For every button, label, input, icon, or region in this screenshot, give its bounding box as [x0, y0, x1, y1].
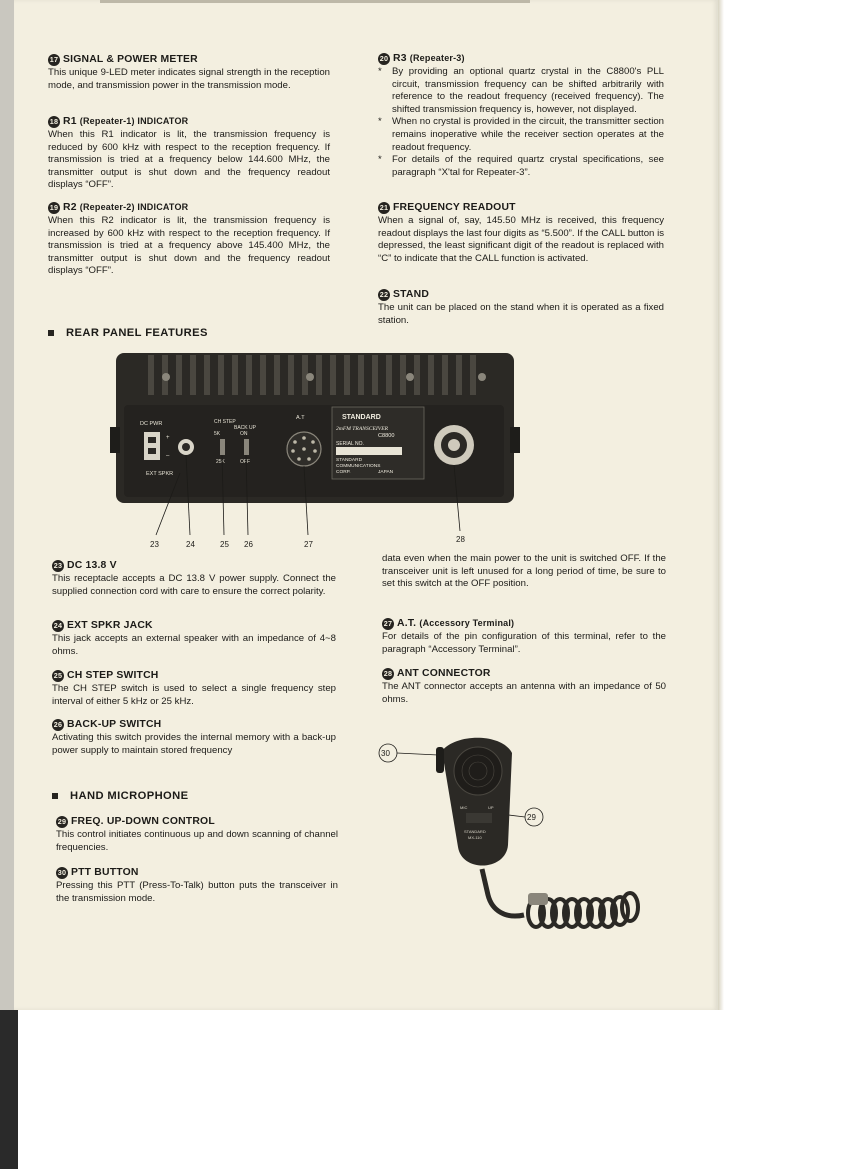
section-r1-indicator	[48, 115, 330, 192]
section-ch-step-switch	[52, 669, 336, 708]
section-title: DC 13.8 V	[67, 560, 117, 571]
section-heading	[52, 619, 336, 632]
section-heading	[378, 288, 664, 301]
step-25k-label: 25K	[216, 459, 225, 465]
maker-label-2: COMMUNICATIONS	[336, 464, 381, 469]
section-signal-power-meter	[48, 53, 330, 92]
ptt-button-shape	[436, 747, 444, 773]
section-body: The CH STEP switch is used to select a single frequency step interval of either 5 kHz or 25 kHz.	[52, 683, 336, 707]
section-body: When this R1 indicator is lit, the transmission frequency is reduced by 600 kHz with respect to the reception frequency. If transmission is tried at a frequency below 144.600 MHz, the transmitter output is shut down and the frequency readout displays “OFF”.	[48, 129, 330, 191]
section-subtitle: (Accessory Terminal)	[419, 618, 515, 628]
item-number: 25	[53, 670, 63, 680]
section-heading	[382, 667, 666, 680]
callout-24: 24	[186, 540, 195, 549]
section-heading	[52, 718, 336, 731]
polarity-minus: –	[166, 453, 170, 459]
callout-27: 27	[304, 540, 313, 549]
maker-label-3: CORP.	[336, 470, 351, 475]
callout-23: 23	[150, 540, 159, 549]
section-subtitle: (Repeater-3)	[409, 53, 465, 63]
item-number: 24	[53, 620, 63, 630]
item-number: 26	[53, 719, 63, 729]
model-line-label: 2mFM TRANSCEIVER	[336, 426, 389, 432]
step-5k-label: 5K	[214, 431, 221, 437]
serial-label: SERIAL NO.	[336, 441, 364, 447]
maker-label-1: STANDARD	[336, 458, 363, 463]
section-body: Pressing this PTT (Press-To-Talk) button puts the transceiver in the transmission mode.	[56, 880, 338, 904]
hand-microphone-heading	[52, 790, 189, 802]
mic-plug	[528, 893, 548, 905]
section-freq-up-down	[56, 815, 338, 854]
section-title: SIGNAL & POWER METER	[63, 54, 198, 65]
section-subtitle: (Repeater-2) INDICATOR	[79, 202, 189, 212]
brand-label: STANDARD	[342, 414, 381, 421]
section-heading	[48, 115, 330, 128]
mic-label-3: STANDARD	[464, 829, 486, 834]
ext-spkr-label: EXT SPKR	[146, 471, 174, 477]
bullet-item: * By providing an optional quartz crystal in the C8800's PLL circuit, transmission frequency can be shifted arbitrarily with reference to the readout frequency (received frequency). The shifted transmission frequency is, however, not displayed.	[378, 66, 664, 116]
callout-25: 25	[220, 540, 229, 549]
section-ptt-button	[56, 866, 338, 905]
section-heading	[52, 669, 336, 682]
top-rule	[100, 0, 530, 3]
heading-text: REAR PANEL FEATURES	[66, 327, 208, 339]
section-title: FREQUENCY READOUT	[393, 202, 516, 213]
item-number: 28	[383, 668, 393, 678]
section-body: This receptacle accepts a DC 13.8 V power supply. Connect the supplied connection cord with care to ensure the correct polarity.	[52, 573, 336, 597]
bullet-list	[378, 66, 664, 179]
item-number: 29	[57, 816, 67, 826]
section-title: EXT SPKR JACK	[67, 620, 153, 631]
section-stand	[378, 288, 664, 327]
hand-microphone-figure	[376, 735, 656, 935]
section-title: PTT BUTTON	[71, 867, 139, 878]
heading-text: HAND MICROPHONE	[70, 790, 189, 802]
section-r2-indicator	[48, 201, 330, 278]
item-number: 30	[57, 867, 67, 877]
section-body: This jack accepts an external speaker with an impedance of 4~8 ohms.	[52, 633, 336, 657]
section-body: data even when the main power to the unit is switched OFF. If the transceiver unit is left unused for a long period of time, be sure to set this switch at the OFF position.	[382, 553, 666, 590]
section-dc-13-8v	[52, 559, 336, 598]
back-up-on-label: ON	[240, 431, 248, 437]
section-title: STAND	[393, 289, 430, 300]
microphone-grille	[454, 747, 502, 795]
rear-panel-heading	[48, 327, 208, 339]
section-title: R2	[63, 202, 77, 213]
section-heading	[378, 52, 664, 65]
item-number: 20	[379, 53, 389, 63]
section-r3-repeater	[378, 52, 664, 179]
section-accessory-terminal	[382, 617, 666, 656]
dc-pwr-label: DC PWR	[140, 421, 163, 427]
section-heading	[382, 617, 666, 630]
up-down-control	[466, 813, 492, 823]
section-heading	[56, 815, 338, 828]
section-title: R3	[393, 53, 407, 64]
heading-bullet	[52, 793, 58, 799]
section-body: Activating this switch provides the internal memory with a back-up power supply to maintain stored frequency	[52, 732, 336, 756]
section-title: ANT CONNECTOR	[397, 668, 491, 679]
callout-30: 30	[381, 749, 390, 758]
model-label: C8800	[378, 433, 395, 439]
binding-strip	[0, 0, 14, 1169]
maker-label-4: JAPAN	[378, 470, 394, 475]
item-number: 27	[383, 618, 393, 628]
section-title: CH STEP SWITCH	[67, 670, 159, 681]
callout-28: 28	[456, 535, 465, 544]
section-body: The unit can be placed on the stand when it is operated as a fixed station.	[378, 302, 664, 326]
ch-step-label: CH STEP	[214, 419, 236, 425]
item-number: 19	[49, 202, 59, 212]
section-heading	[56, 866, 338, 879]
section-back-up-continued	[382, 553, 666, 591]
section-ext-spkr-jack	[52, 619, 336, 658]
section-body: The ANT connector accepts an antenna with an impedance of 50 ohms.	[382, 681, 666, 705]
section-body: This unique 9-LED meter indicates signal strength in the reception mode, and transmission power in the transmission mode.	[48, 67, 330, 91]
bullet-item: * For details of the required quartz crystal specifications, see paragraph “X'tal for Repeater-3”.	[378, 154, 664, 179]
rear-panel-figure	[110, 345, 520, 555]
item-number: 23	[53, 560, 63, 570]
ch-step-switch	[220, 439, 225, 455]
section-title: R1	[63, 116, 77, 127]
section-body: This control initiates continuous up and down scanning of channel frequencies.	[56, 829, 338, 853]
mic-label-4: MX-110	[468, 835, 482, 840]
section-heading	[48, 53, 330, 66]
page-edge	[718, 0, 724, 1010]
section-heading	[48, 201, 330, 214]
back-up-label: BACK UP	[234, 425, 256, 431]
section-title: FREQ. UP-DOWN CONTROL	[71, 816, 215, 827]
item-number: 22	[379, 289, 389, 299]
mic-label-2: UP	[488, 805, 494, 810]
section-heading	[52, 559, 336, 572]
callout-26: 26	[244, 540, 253, 549]
item-number: 18	[49, 116, 59, 126]
dc-power-receptacle	[144, 432, 160, 460]
scan-shadow	[0, 1010, 18, 1169]
polarity-plus: +	[166, 435, 170, 441]
section-heading	[378, 201, 664, 214]
section-back-up-switch	[52, 718, 336, 757]
item-number: 17	[49, 54, 59, 64]
callout-29: 29	[527, 813, 536, 822]
back-up-switch	[244, 439, 249, 455]
item-number: 21	[379, 202, 389, 212]
section-ant-connector	[382, 667, 666, 706]
section-body: When a signal of, say, 145.50 MHz is received, this frequency readout displays the last four digits as “5.500”. If the CALL button is depressed, the least significant digit of the readout is replaced with “C” to indicate that the CALL function is activated.	[378, 215, 664, 264]
section-frequency-readout	[378, 201, 664, 265]
section-title: A.T.	[397, 618, 417, 629]
back-up-off-label: OFF	[240, 459, 250, 465]
heading-bullet	[48, 330, 54, 336]
section-body: When this R2 indicator is lit, the transmission frequency is increased by 600 kHz with respect to the reception frequency. If transmission is tried at a frequency above 145.400 MHz, the transmitter output is shut down and the frequency readout displays “OFF”.	[48, 215, 330, 277]
serial-plate	[336, 447, 402, 455]
bullet-item: * When no crystal is provided in the circuit, the transmitter section remains inoperative while the receiver section operates at the readout frequency.	[378, 116, 664, 154]
mic-label-1: MIC	[460, 805, 468, 810]
section-body: For details of the pin configuration of this terminal, refer to the paragraph “Accessory Terminal”.	[382, 631, 666, 655]
at-label: A.T	[296, 415, 305, 421]
section-subtitle: (Repeater-1) INDICATOR	[79, 116, 189, 126]
section-title: BACK-UP SWITCH	[67, 719, 162, 730]
